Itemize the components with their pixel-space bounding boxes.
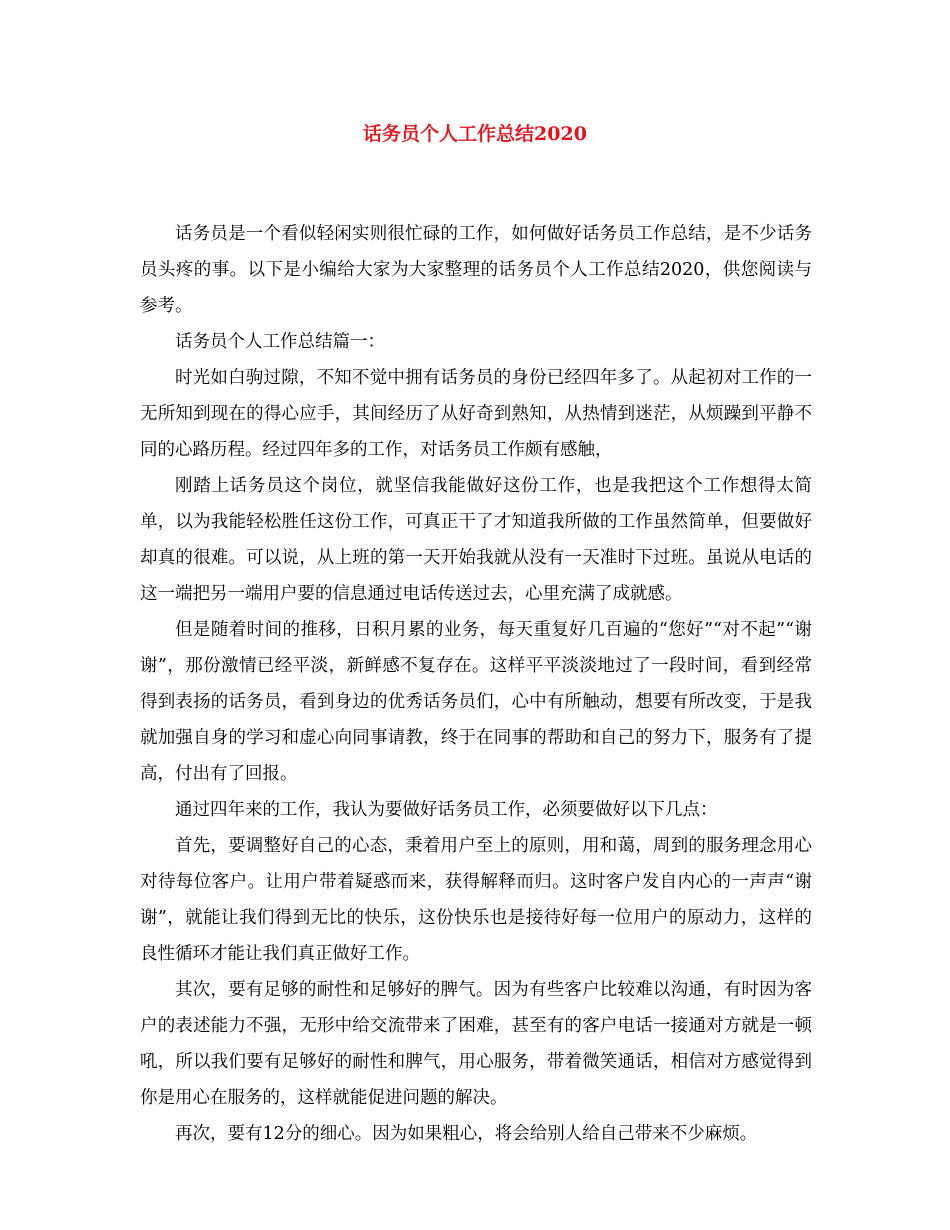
paragraph-points-intro: 通过四年来的工作，我认为要做好话务员工作，必须要做好以下几点： [175, 800, 718, 820]
paragraph-time-flies: 时光如白驹过隙，不知不觉中拥有话务员的身份已经四年多了。从起初对工作的一无所知到现在的得心应手，其间经历了从好奇到熟知，从热情到迷茫，从烦躁到平静不同的心路历程。经过四年多的工作，对话务员工作颇有感触， [140, 368, 812, 460]
paragraph-point-first: 首先，要调整好自己的心态，秉着用户至上的原则，用和蔼，周到的服务理念用心对待每位客户。让用户带着疑惑而来，获得解释而归。这时客户发自内心的一声声“谢谢”，就能让我们得到无比的快乐，这份快乐也是接待好每一位用户的原动力，这样的良性循环才能让我们真正做好工作。 [140, 836, 812, 964]
paragraph-first-job: 刚踏上话务员这个岗位，就坚信我能做好这份工作，也是我把这个工作想得太简单，以为我能轻松胜任这份工作，可真正干了才知道我所做的工作虽然简单，但要做好却真的很难。可以说，从上班的第一天开始我就从没有一天准时下过班。虽说从电话的这一端把另一端用户要的信息通过电话传送过去，心里充满了成就感。 [140, 476, 812, 604]
paragraph-intro: 话务员是一个看似轻闲实则很忙碌的工作，如何做好话务员工作总结，是不少话务员头疼的事。以下是小编给大家为大家整理的话务员个人工作总结2020，供您阅读与参考。 [140, 224, 812, 316]
paragraph-routine: 但是随着时间的推移，日积月累的业务，每天重复好几百遍的“您好”“对不起”“谢谢”，那份激情已经平淡，新鲜感不复存在。这样平平淡淡地过了一段时间，看到经常得到表扬的话务员，看到身边的优秀话务员们，心中有所触动，想要有所改变，于是我就加强自身的学习和虚心向同事请教，终于在同事的帮助和自己的努力下，服务有了提高，付出有了回报。 [140, 620, 812, 784]
paragraph-section-heading: 话务员个人工作总结篇一： [175, 332, 385, 352]
paragraph-point-third: 再次，要有12分的细心。因为如果粗心，将会给别人给自己带来不少麻烦。 [175, 1124, 758, 1144]
paragraph-point-second: 其次，要有足够的耐性和足够好的脾气。因为有些客户比较难以沟通，有时因为客户的表述能力不强，无形中给交流带来了困难，甚至有的客户电话一接通对方就是一顿吼，所以我们要有足够好的耐性和脾气，用心服务，带着微笑通话，相信对方感觉得到你是用心在服务的，这样就能促进问题的解决。 [140, 980, 812, 1108]
document-body [140, 216, 812, 1152]
document-title: 话务员个人工作总结2020 [363, 123, 587, 145]
